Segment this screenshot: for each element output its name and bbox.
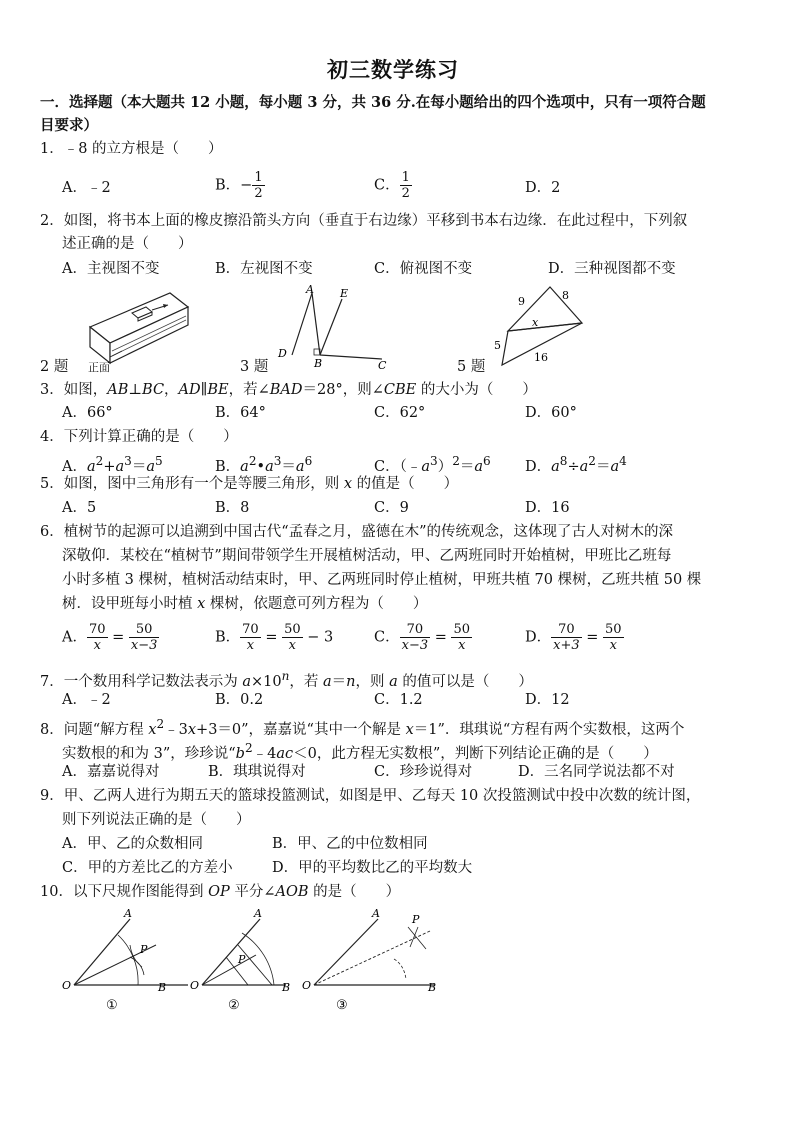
q3-stem	[40, 380, 537, 400]
q4-stem: 4．下列计算正确的是（ ）	[40, 429, 238, 445]
q3-option-a: A．66°	[62, 405, 113, 421]
q10-fig1-label-a: A	[124, 907, 132, 920]
fig3-label-e: E	[340, 287, 349, 300]
figure-3-angles	[270, 283, 400, 373]
page-title: 初三数学练习	[327, 57, 459, 82]
q6-stem-line4: 树．设甲班每小时植 x 棵树，依题意可列方程为（ ）	[62, 596, 428, 612]
q7-option-b: B．0.2	[215, 692, 264, 708]
q6-option-c: C． $\frac{70}{x-3}$ = $\frac{50}{x}$	[374, 622, 471, 653]
q3-option-c: C．62°	[374, 405, 426, 421]
q9-option-d: D．甲的平均数比乙的平均数大	[272, 860, 473, 876]
q1-b-fraction: $\frac{1}{2}$	[254, 170, 263, 201]
q10-fig2-number: ②	[228, 998, 240, 1013]
q7-stem: 7．一个数用科学记数法表示为 $a\times 10^n$，若 a＝n，则 a 的值可以是（ ）	[40, 669, 533, 690]
q1-option-b: B．− $\frac{1}{2}$	[215, 170, 263, 201]
figure-5-triangles	[494, 283, 604, 373]
q1-stem: 1．﹣8 的立方根是（ ）	[40, 141, 223, 157]
q4-option-b: B．$a^2•a^3=a^6$	[215, 454, 313, 475]
q10-fig2-label-p: P	[238, 953, 246, 966]
q2-option-c: C．俯视图不变	[374, 261, 473, 277]
fig5-label-5: 5	[494, 339, 501, 352]
q2-stem-line1: 2．如图，将书本上面的橡皮擦沿箭头方向（垂直于右边缘）平移到书本右边缘．在此过程中，下列叙	[40, 213, 688, 229]
fig5-label-16: 16	[534, 351, 548, 364]
q10-fig3-label-a: A	[372, 907, 380, 920]
q1-option-d: D．2	[525, 180, 561, 196]
q2-option-d: D．三种视图都不变	[548, 261, 676, 277]
q8-option-a: A．嘉嘉说得对	[62, 764, 160, 780]
q10-fig2-label-a: A	[254, 907, 262, 920]
fig5-label-8: 8	[562, 289, 569, 302]
fig3-label-c: C	[378, 359, 387, 372]
q1-option-a: A．﹣2	[62, 180, 111, 196]
q10-figure-3	[300, 905, 450, 1015]
fig3-label-d: D	[278, 347, 287, 360]
q3-option-d: D．60°	[525, 405, 577, 421]
q5-option-c: C．9	[374, 500, 409, 516]
q9-option-b: B．甲、乙的中位数相同	[272, 836, 428, 852]
q10-fig1-label-b: B	[158, 981, 167, 994]
q6-stem-line2: 深敬仰．某校在“植树节”期间带领学生开展植树活动，甲、乙两班同时开始植树，甲班比乙班每	[62, 548, 672, 564]
q4-option-c: C．$(﹣a^3)^2=a^6$	[374, 454, 491, 475]
q5-stem: 5．如图，图中三角形有一个是等腰三角形，则 x 的值是（ ）	[40, 476, 459, 492]
fig2-caption: 2 题	[40, 359, 69, 375]
q9-stem-line2: 则下列说法正确的是（ ）	[62, 812, 251, 828]
fig5-label-9: 9	[518, 295, 525, 308]
q4-option-d: D．$a^8\div a^2=a^4$	[525, 454, 627, 475]
q9-option-a: A．甲、乙的众数相同	[62, 836, 203, 852]
q10-fig1-label-p: P	[140, 943, 148, 956]
fig2-front-label: 正面	[88, 361, 110, 374]
fig5-label-x: x	[532, 316, 539, 329]
q6-stem-line3: 小时多植 3 棵树，植树活动结束时，甲、乙两班同时停止植树，甲班共植 70 棵树，乙班共植 50 棵	[62, 572, 702, 588]
q2-option-b: B．左视图不变	[215, 261, 313, 277]
fig3-label-b: B	[314, 357, 323, 370]
q1-option-c: C． $\frac{1}{2}$	[374, 170, 410, 201]
q10-fig1-label-o: O	[62, 979, 72, 992]
q9-option-c: C．甲的方差比乙的方差小	[62, 860, 233, 876]
q10-fig1-number: ①	[106, 998, 118, 1013]
q10-fig2-label-o: O	[190, 979, 200, 992]
q6-option-b: B． $\frac{70}{x}$ = $\frac{50}{x}$ − 3	[215, 622, 334, 653]
q5-option-d: D．16	[525, 500, 570, 516]
fig5-caption: 5 题	[457, 359, 486, 375]
q6-stem-line1: 6．植树节的起源可以追溯到中国古代“孟春之月，盛德在木”的传统观念，这体现了古人对树木的深	[40, 524, 674, 540]
q10-fig3-label-b: B	[428, 981, 437, 994]
q10-fig3-label-p: P	[412, 913, 420, 926]
q5-option-a: A．5	[62, 500, 97, 516]
q9-stem-line1: 9．甲、乙两人进行为期五天的篮球投篮测试，如图是甲、乙每天 10 次投篮测试中投中次数的统计图，	[40, 788, 701, 804]
section-heading-cont: 目要求）	[40, 117, 98, 134]
q2-option-a: A．主视图不变	[62, 261, 160, 277]
q1-c-fraction: $\frac{1}{2}$	[401, 170, 410, 201]
q10-figure-1	[60, 905, 200, 1015]
q8-stem-line1: 8．问题“解方程 $x^2﹣3x+3=0$”，嘉嘉说“其中一个解是 x＝1”．琪琪说“方程有两个实数根，这两个	[40, 717, 685, 738]
fig3-caption: 3 题	[240, 359, 269, 375]
q10-stem: 10．以下尺规作图能得到 OP 平分∠AOB 的是（ ）	[40, 884, 401, 900]
q10-fig3-label-o: O	[302, 979, 312, 992]
q3-stem-text: 3．如图，AB⊥BC，AD∥BE，若∠BAD＝28°，则∠CBE 的大小为（ ）	[40, 382, 537, 398]
q8-option-b: B．琪琪说得对	[208, 764, 306, 780]
q10-fig3-number: ③	[336, 998, 348, 1013]
fig3-label-a: A	[306, 283, 314, 296]
q6-option-d: D． $\frac{70}{x+3}$ = $\frac{50}{x}$	[525, 622, 622, 653]
q5-option-b: B．8	[215, 500, 250, 516]
q7-option-d: D．12	[525, 692, 570, 708]
q8-stem-line2: 实数根的和为 3”，珍珍说“$b^2﹣4ac<0$，此方程无实数根”，判断下列结论正确的是（ ）	[62, 741, 658, 762]
q8-option-d: D．三名同学说法都不对	[518, 764, 675, 780]
q4-option-a: A．$a^2+a^3=a^5$	[62, 454, 163, 475]
q7-option-a: A．﹣2	[62, 692, 111, 708]
q7-option-c: C．1.2	[374, 692, 423, 708]
q10-fig2-label-b: B	[282, 981, 291, 994]
q8-option-c: C．珍珍说得对	[374, 764, 473, 780]
section-heading: 一．选择题（本大题共 12 小题，每小题 3 分，共 36 分.在每小题给出的四个选项中，只有一项符合题	[40, 94, 706, 111]
q3-option-b: B．64°	[215, 405, 266, 421]
q6-option-a: A． $\frac{70}{x}$ = $\frac{50}{x-3}$	[62, 622, 158, 653]
q2-stem-line2: 述正确的是（ ）	[62, 236, 193, 252]
